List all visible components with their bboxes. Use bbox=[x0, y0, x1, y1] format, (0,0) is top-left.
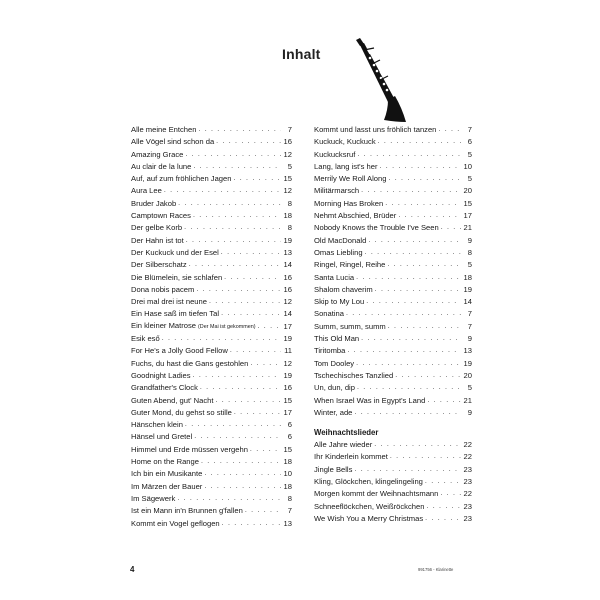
toc-entry-page: 6 bbox=[287, 432, 292, 442]
dot-leader bbox=[347, 345, 461, 357]
toc-entry bbox=[314, 488, 472, 500]
toc-entry bbox=[314, 173, 472, 185]
toc-entry-page: 21 bbox=[463, 395, 472, 405]
toc-entry-page: 23 bbox=[463, 501, 472, 511]
toc-entry-title: Ein kleiner Matrose (Der Mai ist gekommen) bbox=[131, 320, 256, 330]
toc-entry bbox=[131, 370, 292, 382]
toc-entry-title: Camptown Races bbox=[131, 211, 191, 221]
toc-entry bbox=[131, 296, 292, 308]
toc-entry-page: 23 bbox=[463, 464, 472, 474]
toc-entry-page: 7 bbox=[287, 125, 292, 134]
dot-leader bbox=[184, 222, 281, 234]
toc-entry bbox=[314, 198, 472, 210]
toc-entry-page: 5 bbox=[467, 383, 472, 393]
toc-entry-page: 16 bbox=[283, 284, 292, 294]
toc-entry bbox=[131, 456, 292, 468]
toc-entry-page: 9 bbox=[467, 235, 472, 245]
toc-entry-title: For He's a Jolly Good Fellow bbox=[131, 346, 228, 356]
dot-leader bbox=[204, 468, 281, 480]
toc-entry bbox=[314, 382, 472, 394]
dot-leader bbox=[198, 124, 281, 136]
toc-entry bbox=[131, 444, 292, 456]
toc-entry-page: 22 bbox=[463, 440, 472, 450]
toc-entry-page: 16 bbox=[283, 272, 292, 282]
toc-entry-page: 17 bbox=[463, 211, 472, 221]
toc-entry-page: 15 bbox=[463, 198, 472, 208]
toc-entry-page: 7 bbox=[287, 506, 292, 516]
toc-entry bbox=[131, 124, 292, 136]
toc-entry bbox=[131, 161, 292, 173]
dot-leader bbox=[200, 382, 281, 394]
dot-leader bbox=[357, 382, 461, 394]
toc-entry-page: 5 bbox=[467, 149, 472, 159]
toc-entry bbox=[314, 501, 472, 513]
dot-leader bbox=[390, 451, 461, 463]
dot-leader bbox=[438, 124, 461, 136]
toc-entry-page: 7 bbox=[467, 321, 472, 331]
dot-leader bbox=[380, 161, 461, 173]
dot-leader bbox=[346, 308, 461, 320]
toc-entry-title: Ein Hase saß im tiefen Tal bbox=[131, 309, 220, 319]
dot-leader bbox=[193, 370, 281, 382]
toc-entry bbox=[314, 358, 472, 370]
toc-entry-title: Grandfather's Clock bbox=[131, 383, 198, 393]
toc-entry bbox=[314, 464, 472, 476]
toc-entry-page: 14 bbox=[283, 309, 292, 319]
toc-entry-subtitle: (Der Mai ist gekommen) bbox=[198, 323, 256, 330]
toc-entry-page: 19 bbox=[283, 235, 292, 245]
toc-entry bbox=[131, 382, 292, 394]
toc-entry-title: Sonatina bbox=[314, 309, 344, 319]
toc-entry-title: Nehmt Abschied, Brüder bbox=[314, 211, 397, 221]
dot-leader bbox=[440, 488, 461, 500]
dot-leader bbox=[427, 395, 461, 407]
toc-entry bbox=[131, 321, 292, 333]
toc-entry bbox=[131, 222, 292, 234]
toc-entry-page: 8 bbox=[287, 198, 292, 208]
toc-entry bbox=[314, 124, 472, 136]
footer-code: 991756 - Klarinette bbox=[418, 567, 454, 572]
toc-entry-title: Morgen kommt der Weihnachtsmann bbox=[314, 489, 439, 499]
toc-entry-page: 23 bbox=[463, 477, 472, 487]
toc-entry bbox=[131, 395, 292, 407]
toc-entry-title: Alle meine Entchen bbox=[131, 125, 197, 134]
toc-entry-page: 19 bbox=[283, 334, 292, 344]
dot-leader bbox=[258, 321, 281, 333]
dot-leader bbox=[425, 476, 461, 488]
dot-leader bbox=[216, 395, 281, 407]
toc-entry-page: 15 bbox=[283, 395, 292, 405]
toc-entry bbox=[131, 419, 292, 431]
toc-entry-page: 18 bbox=[283, 457, 292, 467]
dot-leader bbox=[368, 235, 461, 247]
dot-leader bbox=[366, 296, 461, 308]
toc-entry bbox=[314, 185, 472, 197]
toc-entry-page: 12 bbox=[283, 297, 292, 307]
toc-entry-title: Tschechisches Tanzlied bbox=[314, 370, 394, 380]
toc-entry-title: Ihr Kinderlein kommet bbox=[314, 452, 388, 462]
dot-leader bbox=[425, 513, 461, 525]
toc-entry bbox=[131, 136, 292, 148]
toc-left-column bbox=[131, 124, 292, 530]
toc-entry-title: Nobody Knows the Trouble I've Seen bbox=[314, 223, 439, 233]
dot-leader bbox=[356, 358, 461, 370]
toc-entry bbox=[314, 395, 472, 407]
toc-entry bbox=[314, 513, 472, 525]
toc-entry bbox=[314, 272, 472, 284]
dot-leader bbox=[230, 345, 281, 357]
dot-leader bbox=[395, 370, 461, 382]
dot-leader bbox=[222, 518, 281, 530]
toc-entry bbox=[314, 451, 472, 463]
toc-entry-title: Kommt ein Vogel geflogen bbox=[131, 518, 220, 528]
toc-entry-title: Im Sägewerk bbox=[131, 493, 176, 503]
toc-entry bbox=[131, 345, 292, 357]
toc-entry-title: Kuckucksruf bbox=[314, 149, 356, 159]
dot-leader bbox=[441, 222, 461, 234]
dot-leader bbox=[426, 501, 461, 513]
toc-entry bbox=[314, 345, 472, 357]
dot-leader bbox=[250, 444, 281, 456]
toc-entry-page: 13 bbox=[463, 346, 472, 356]
toc-entry-title: This Old Man bbox=[314, 334, 360, 344]
toc-entry bbox=[131, 407, 292, 419]
dot-leader bbox=[357, 149, 461, 161]
toc-entry-title: When Israel Was in Egypt's Land bbox=[314, 395, 426, 405]
toc-entry-title: Der Hahn ist tot bbox=[131, 235, 184, 245]
toc-entry bbox=[314, 149, 472, 161]
toc-entry-page: 10 bbox=[283, 469, 292, 479]
toc-entry-page: 15 bbox=[283, 174, 292, 184]
toc-entry-title: Goodnight Ladies bbox=[131, 370, 191, 380]
dot-leader bbox=[387, 259, 461, 271]
toc-entry-title: Der Kuckuck und der Esel bbox=[131, 247, 219, 257]
dot-leader bbox=[196, 284, 281, 296]
toc-entry bbox=[131, 173, 292, 185]
dot-leader bbox=[185, 149, 281, 161]
toc-entry bbox=[131, 284, 292, 296]
toc-entry bbox=[131, 358, 292, 370]
toc-entry bbox=[314, 136, 472, 148]
toc-entry bbox=[131, 198, 292, 210]
toc-entry-title: Morning Has Broken bbox=[314, 198, 384, 208]
dot-leader bbox=[216, 136, 281, 148]
dot-leader bbox=[209, 296, 281, 308]
dot-leader bbox=[385, 198, 461, 210]
toc-entry-page: 9 bbox=[467, 407, 472, 417]
toc-entry-title: Au clair de la lune bbox=[131, 161, 192, 171]
dot-leader bbox=[193, 210, 281, 222]
toc-entry-page: 18 bbox=[283, 481, 292, 491]
toc-entry-title: Kommt und lasst uns fröhlich tanzen bbox=[314, 125, 437, 134]
toc-entry bbox=[314, 161, 472, 173]
toc-entry bbox=[131, 185, 292, 197]
toc-entry-title: Shalom chaverim bbox=[314, 284, 373, 294]
toc-entry-page: 18 bbox=[463, 272, 472, 282]
toc-entry-page: 8 bbox=[287, 223, 292, 233]
toc-entry-page: 14 bbox=[463, 297, 472, 307]
dot-leader bbox=[234, 407, 281, 419]
toc-entry-page: 21 bbox=[463, 223, 472, 233]
dot-leader bbox=[361, 333, 461, 345]
dot-leader bbox=[177, 493, 281, 505]
section-spacer bbox=[314, 419, 472, 426]
toc-entry-title: Hänschen klein bbox=[131, 420, 183, 430]
toc-entry-page: 22 bbox=[463, 489, 472, 499]
dot-leader bbox=[250, 358, 281, 370]
toc-entry-page: 16 bbox=[283, 383, 292, 393]
toc-entry-page: 15 bbox=[283, 444, 292, 454]
section-heading-christmas: Weihnachtslieder bbox=[314, 428, 379, 438]
toc-entry-title: Tiritomba bbox=[314, 346, 346, 356]
toc-entry-title: Summ, summ, summ bbox=[314, 321, 386, 331]
dot-leader bbox=[193, 161, 281, 173]
toc-entry-title: Amazing Grace bbox=[131, 149, 184, 159]
toc-entry-title: Skip to My Lou bbox=[314, 297, 365, 307]
dot-leader bbox=[378, 136, 461, 148]
dot-leader bbox=[233, 173, 281, 185]
toc-entry-page: 9 bbox=[467, 334, 472, 344]
toc-entry-page: 22 bbox=[463, 452, 472, 462]
toc-entry-page: 12 bbox=[283, 149, 292, 159]
toc-entry-page: 5 bbox=[467, 174, 472, 184]
toc-entry-page: 20 bbox=[463, 186, 472, 196]
toc-entry-page: 17 bbox=[283, 321, 292, 331]
dot-leader bbox=[361, 185, 461, 197]
dot-leader bbox=[178, 198, 281, 210]
toc-entry-page: 18 bbox=[283, 211, 292, 221]
toc-entry-title: Tom Dooley bbox=[314, 358, 355, 368]
dot-leader bbox=[224, 272, 281, 284]
toc-entry bbox=[314, 247, 472, 259]
toc-entry bbox=[131, 518, 292, 530]
toc-entry-page: 23 bbox=[463, 513, 472, 523]
toc-entry bbox=[131, 333, 292, 345]
toc-entry-title: Drei mal drei ist neune bbox=[131, 297, 207, 307]
toc-entry-title: Lang, lang ist's her bbox=[314, 161, 378, 171]
toc-entry-page: 14 bbox=[283, 260, 292, 270]
toc-entry-page: 19 bbox=[463, 284, 472, 294]
toc-entry-page: 16 bbox=[283, 137, 292, 147]
toc-right-column bbox=[314, 124, 472, 525]
toc-entry-title: Ist ein Mann in'n Brunnen g'fallen bbox=[131, 506, 243, 516]
toc-entry bbox=[131, 210, 292, 222]
toc-entry-title: Alle Vögel sind schon da bbox=[131, 137, 215, 147]
toc-entry-page: 6 bbox=[287, 420, 292, 430]
toc-entry bbox=[314, 333, 472, 345]
dot-leader bbox=[245, 505, 281, 517]
dot-leader bbox=[204, 481, 281, 493]
dot-leader bbox=[388, 321, 461, 333]
toc-entry-title: Auf, auf zum fröhlichen Jagen bbox=[131, 174, 232, 184]
toc-entry-page: 5 bbox=[287, 161, 292, 171]
toc-entry bbox=[131, 247, 292, 259]
toc-entry bbox=[131, 493, 292, 505]
toc-entry-page: 11 bbox=[284, 346, 292, 356]
page-number: 4 bbox=[130, 565, 135, 574]
toc-entry-page: 7 bbox=[467, 125, 472, 134]
toc-entry-title: Militärmarsch bbox=[314, 186, 360, 196]
toc-entry-page: 20 bbox=[463, 370, 472, 380]
toc-entry-page: 17 bbox=[283, 407, 292, 417]
toc-entry-title: Ich bin ein Musikante bbox=[131, 469, 203, 479]
toc-entry-title: Bruder Jakob bbox=[131, 198, 177, 208]
toc-entry-title: Old MacDonald bbox=[314, 235, 367, 245]
toc-entry bbox=[314, 259, 472, 271]
toc-entry-title: Fuchs, du hast die Gans gestohlen bbox=[131, 358, 249, 368]
toc-entry-title: Hänsel und Gretel bbox=[131, 432, 193, 442]
toc-entry-title: Guten Abend, gut' Nacht bbox=[131, 395, 214, 405]
toc-entry-title: Un, dun, dip bbox=[314, 383, 355, 393]
toc-entry-title: Ringel, Ringel, Reihe bbox=[314, 260, 386, 270]
toc-entry-title: Alle Jahre wieder bbox=[314, 440, 373, 450]
toc-entry-title: Kling, Glöckchen, klingelingeling bbox=[314, 477, 423, 487]
dot-leader bbox=[189, 259, 281, 271]
toc-entry-page: 13 bbox=[283, 247, 292, 257]
toc-entry bbox=[131, 481, 292, 493]
dot-leader bbox=[162, 333, 281, 345]
dot-leader bbox=[194, 431, 281, 443]
toc-entry-page: 10 bbox=[463, 161, 472, 171]
toc-entry-page: 13 bbox=[283, 518, 292, 528]
toc-entry-title: Omas Liebling bbox=[314, 247, 363, 257]
toc-entry bbox=[131, 272, 292, 284]
toc-entry bbox=[314, 476, 472, 488]
toc-entry-title: Kuckuck, Kuckuck bbox=[314, 137, 376, 147]
toc-entry-page: 8 bbox=[467, 247, 472, 257]
toc-entry bbox=[314, 284, 472, 296]
toc-entry-title: Der Silberschatz bbox=[131, 260, 187, 270]
toc-entry bbox=[314, 370, 472, 382]
toc-entry-title: Aura Lee bbox=[131, 186, 162, 196]
toc-entry bbox=[131, 259, 292, 271]
dot-leader bbox=[185, 419, 281, 431]
clarinet-icon bbox=[350, 36, 410, 126]
toc-entry bbox=[314, 296, 472, 308]
dot-leader bbox=[356, 272, 461, 284]
dot-leader bbox=[398, 210, 461, 222]
toc-entry-page: 6 bbox=[467, 137, 472, 147]
toc-entry bbox=[314, 222, 472, 234]
toc-entry-title: Merrily We Roll Along bbox=[314, 174, 387, 184]
dot-leader bbox=[375, 284, 461, 296]
toc-entry bbox=[314, 439, 472, 451]
dot-leader bbox=[186, 235, 281, 247]
toc-entry bbox=[314, 235, 472, 247]
toc-entry bbox=[131, 149, 292, 161]
toc-entry-page: 12 bbox=[283, 358, 292, 368]
toc-entry-title: Der gelbe Korb bbox=[131, 223, 183, 233]
toc-entry-page: 19 bbox=[283, 370, 292, 380]
toc-entry-title: Schneeflöckchen, Weißröckchen bbox=[314, 501, 425, 511]
toc-entry bbox=[314, 308, 472, 320]
dot-leader bbox=[201, 456, 281, 468]
dot-leader bbox=[354, 407, 461, 419]
dot-leader bbox=[388, 173, 461, 185]
toc-entry-title: Guter Mond, du gehst so stille bbox=[131, 407, 232, 417]
toc-entry bbox=[131, 431, 292, 443]
toc-entry-title: Santa Lucia bbox=[314, 272, 355, 282]
dot-leader bbox=[221, 247, 281, 259]
toc-entry-page: 8 bbox=[287, 493, 292, 503]
toc-entry-title: Home on the Range bbox=[131, 457, 199, 467]
dot-leader bbox=[354, 464, 461, 476]
toc-entry-title: Im Märzen der Bauer bbox=[131, 481, 203, 491]
toc-entry bbox=[314, 210, 472, 222]
toc-entry-title: Winter, ade bbox=[314, 407, 353, 417]
toc-entry bbox=[131, 468, 292, 480]
toc-entry-title: We Wish You a Merry Christmas bbox=[314, 513, 424, 523]
toc-entry bbox=[131, 235, 292, 247]
dot-leader bbox=[365, 247, 461, 259]
toc-entry-title: Die Blümelein, sie schlafen bbox=[131, 272, 223, 282]
page-title: Inhalt bbox=[282, 46, 321, 62]
toc-entry-title: Jingle Bells bbox=[314, 464, 353, 474]
toc-entry-page: 5 bbox=[467, 260, 472, 270]
toc-entry bbox=[131, 505, 292, 517]
toc-entry-title: Esik eső bbox=[131, 334, 160, 344]
dot-leader bbox=[374, 439, 461, 451]
toc-entry-page: 12 bbox=[283, 186, 292, 196]
toc-entry-page: 19 bbox=[463, 358, 472, 368]
toc-entry bbox=[314, 321, 472, 333]
toc-entry-title: Dona nobis pacem bbox=[131, 284, 195, 294]
toc-entry-title: Himmel und Erde müssen vergehn bbox=[131, 444, 248, 454]
toc-entry bbox=[314, 407, 472, 419]
dot-leader bbox=[164, 185, 281, 197]
toc-entry-page: 7 bbox=[467, 309, 472, 319]
